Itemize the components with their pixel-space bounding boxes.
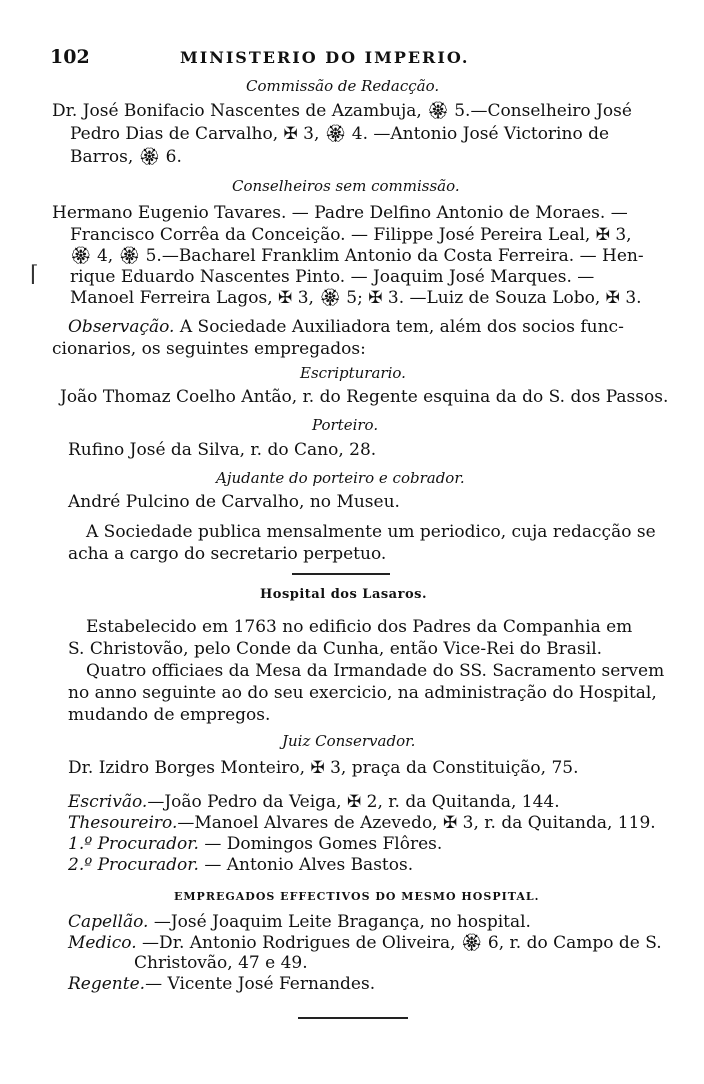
staff-line — [68, 933, 662, 953]
staff-label: Regente. — [68, 974, 146, 994]
officer-line — [68, 813, 656, 833]
text-line: 🏵 4, 🏵 5.—Bacharel Franklim Antonio da Costa Ferreira. — Hen- — [70, 246, 644, 266]
officer-line — [68, 792, 560, 812]
text-line: Manoel Ferreira Lagos, ✠ 3, 🏵 5; ✠ 3. —Luiz de Souza Lobo, ✠ 3. — [70, 288, 642, 308]
officer-text: —João Pedro da Veiga, ✠ 2, r. da Quitanda, 144. — [147, 792, 560, 812]
section-title-commissao: Commissão de Redacção. — [246, 77, 440, 95]
text-line: Dr. Izidro Borges Monteiro, ✠ 3, praça da Constituição, 75. — [68, 758, 579, 778]
section-title-juiz: Juiz Conservador. — [282, 732, 416, 750]
staff-label: Capellão. — [68, 912, 149, 932]
text-line: no anno seguinte ao do seu exercicio, na administração do Hospital, — [68, 683, 657, 703]
officer-line — [68, 855, 413, 875]
text-line: mudando de empregos. — [68, 705, 271, 725]
page-number: 102 — [50, 46, 90, 68]
staff-text: — Vicente José Fernandes. — [145, 974, 376, 994]
section-title-hospital: Hospital dos Lasaros. — [260, 587, 427, 602]
text-line: Estabelecido em 1763 no edificio dos Padres da Companhia em — [86, 617, 633, 637]
section-divider — [292, 573, 390, 575]
observacao-text: A Sociedade Auxiliadora tem, além dos socios func- — [174, 317, 624, 337]
officer-label: 1.º Procurador. — [68, 834, 199, 854]
staff-line — [68, 974, 375, 994]
text-line: rique Eduardo Nascentes Pinto. — Joaquim José Marques. — — [70, 267, 595, 287]
officer-text: —Manoel Alvares de Azevedo, ✠ 3, r. da Quitanda, 119. — [177, 813, 656, 833]
section-title-porteiro: Porteiro. — [312, 416, 379, 434]
running-head: MINISTERIO DO IMPERIO. — [180, 48, 470, 67]
officer-label: Escrivão. — [68, 792, 148, 812]
text-line: Pedro Dias de Carvalho, ✠ 3, 🏵 4. —Antonio José Victorino de — [70, 124, 610, 144]
text-line: Hermano Eugenio Tavares. — Padre Delfino Antonio de Moraes. — — [52, 203, 628, 223]
text-line: Francisco Corrêa da Conceição. — Filippe José Pereira Leal, ✠ 3, — [70, 225, 632, 245]
text-line: Barros, 🏵 6. — [70, 147, 182, 167]
section-title-escripturario: Escripturario. — [300, 364, 406, 382]
text-line: Rufino José da Silva, r. do Cano, 28. — [68, 440, 377, 460]
officer-text: — Antonio Alves Bastos. — [198, 855, 414, 875]
section-title-ajudante: Ajudante do porteiro e cobrador. — [216, 469, 465, 487]
margin-bracket-mark: ⌈ — [30, 262, 39, 287]
section-divider — [298, 1017, 408, 1019]
text-line: A Sociedade publica mensalmente um periodico, cuja redacção se — [86, 522, 656, 542]
staff-text: —Dr. Antonio Rodrigues de Oliveira, 🏵 6, r. do Campo de S. — [136, 933, 662, 953]
text-line: S. Christovão, pelo Conde da Cunha, então Vice-Rei do Brasil. — [68, 639, 603, 659]
text-line: Quatro officiaes da Mesa da Irmandade do SS. Sacramento servem — [86, 661, 665, 681]
staff-label: Medico. — [68, 933, 137, 953]
text-line: André Pulcino de Carvalho, no Museu. — [68, 492, 400, 512]
staff-text: —José Joaquim Leite Bragança, no hospital. — [148, 912, 531, 932]
staff-text: Christovão, 47 e 49. — [134, 953, 308, 973]
officer-text: — Domingos Gomes Flôres. — [198, 834, 443, 854]
observacao-line — [68, 317, 624, 337]
text-line: cionarios, os seguintes empregados: — [52, 339, 366, 359]
officer-label: Thesoureiro. — [68, 813, 178, 833]
text-line: João Thomaz Coelho Antão, r. do Regente esquina da do S. dos Passos. — [60, 387, 669, 407]
staff-line — [68, 912, 531, 932]
officer-line — [68, 834, 442, 854]
staff-line — [134, 953, 308, 973]
section-title-conselheiros: Conselheiros sem commissão. — [232, 177, 460, 195]
text-line: Dr. José Bonifacio Nascentes de Azambuja, 🏵 5.—Conselheiro José — [52, 101, 632, 121]
page-header — [50, 46, 650, 68]
officer-label: 2.º Procurador. — [68, 855, 199, 875]
text-line: acha a cargo do secretario perpetuo. — [68, 544, 387, 564]
section-title-empregados: EMPREGADOS EFFECTIVOS DO MESMO HOSPITAL. — [174, 890, 540, 903]
observacao-label: Observação. — [68, 317, 175, 337]
